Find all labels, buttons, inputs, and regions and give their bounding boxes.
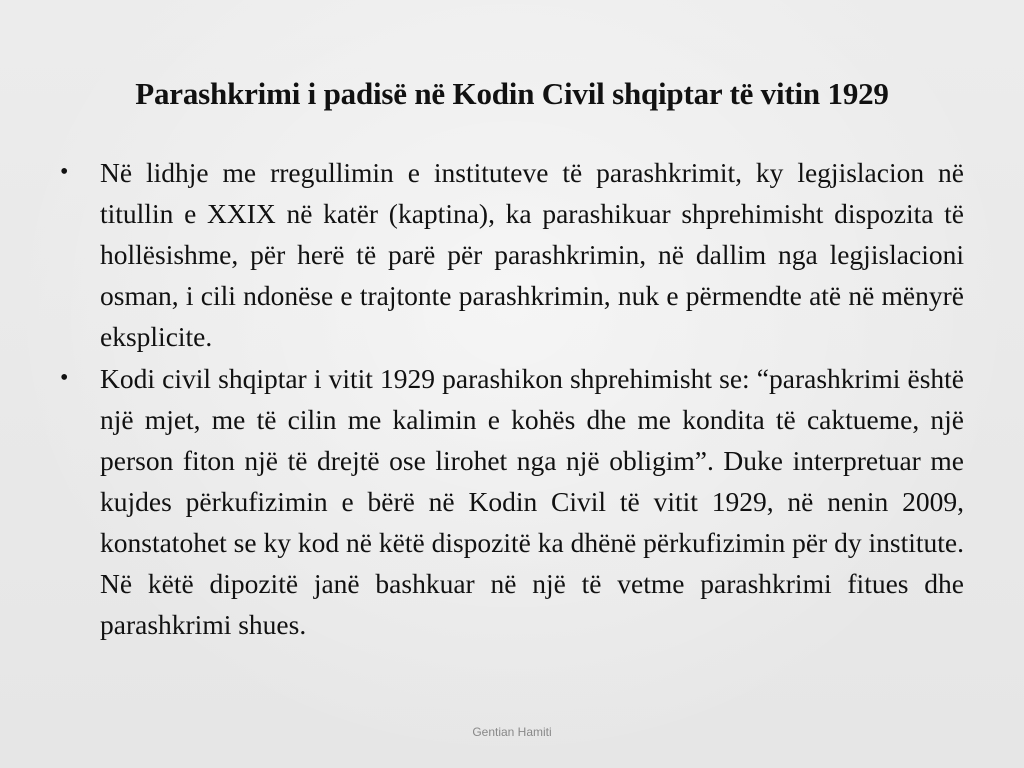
bullet-text: Në lidhje me rregullimin e instituteve të parashkrimit, ky legjislacion në titullin e XXIX në katër (kaptina), ka parashikuar shprehimisht dispozita të hollësishme, për herë të parë për parashkrimin, në dallim nga legjislacioni osman, i cili ndonëse e trajtonte parashkrimin, nuk e përmendte atë në mënyrë eksplicite. bbox=[100, 157, 964, 352]
slide-title: Parashkrimi i padisë në Kodin Civil shqiptar të vitin 1929 bbox=[135, 76, 889, 111]
bullet-list bbox=[58, 152, 964, 646]
bullet-item bbox=[58, 152, 964, 357]
bullet-text: Kodi civil shqiptar i vitit 1929 parashikon shprehimisht se: “parashkrimi është një mjet, me të cilin me kalimin e kohës dhe me kondita të caktueme, një person fiton një të drejtë ose lirohet nga një obligim”. Duke interpretuar me kujdes përkufizimin e bërë në Kodin Civil të vitit 1929, në nenin 2009, konstatohet se ky kod në këtë dispozitë ka dhënë përkufizimin për dy institute. Në këtë dipozitë janë bashkuar në një të vetme parashkrimi fitues dhe parashkrimi shues. bbox=[100, 363, 964, 640]
bullet-icon: • bbox=[60, 365, 69, 391]
bullet-icon: • bbox=[60, 159, 69, 185]
bullet-item bbox=[58, 358, 964, 645]
footer-author: Gentian Hamiti bbox=[472, 725, 552, 739]
